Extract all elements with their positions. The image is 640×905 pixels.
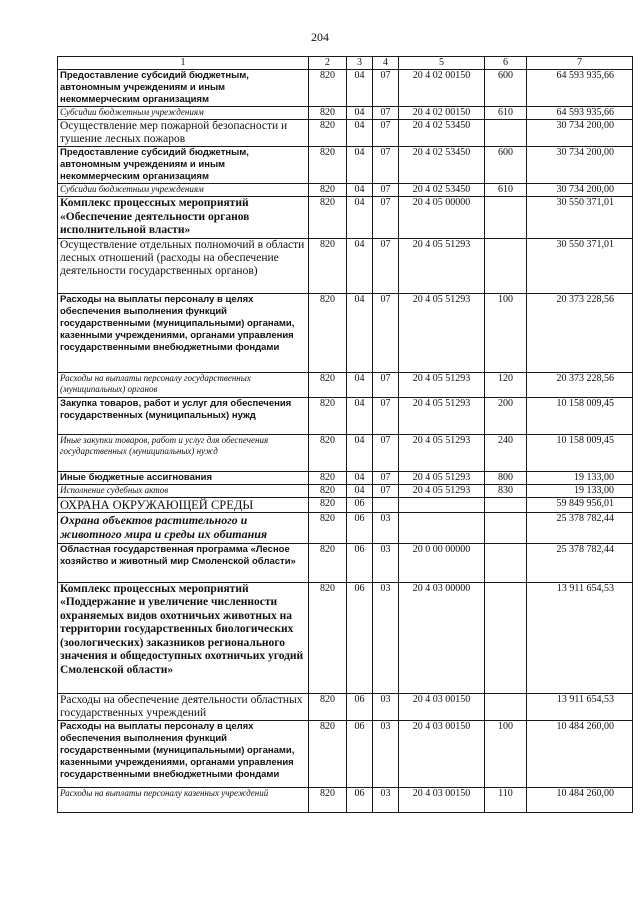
expense-type bbox=[485, 497, 527, 512]
admin-code: 820 bbox=[309, 720, 347, 787]
table-row bbox=[58, 582, 633, 693]
amount: 10 158 009,45 bbox=[527, 434, 633, 471]
subsection-code: 07 bbox=[373, 372, 399, 397]
section-code: 06 bbox=[347, 582, 373, 693]
admin-code: 820 bbox=[309, 120, 347, 147]
subsection-code: 07 bbox=[373, 184, 399, 197]
section-code: 06 bbox=[347, 693, 373, 720]
amount: 25 378 782,44 bbox=[527, 543, 633, 582]
header-cell: 5 bbox=[399, 57, 485, 70]
table-row bbox=[58, 497, 633, 512]
section-code: 04 bbox=[347, 397, 373, 434]
row-name: Областная государственная программа «Лесное хозяйство и животный мир Смоленской области» bbox=[58, 543, 309, 582]
subsection-code: 03 bbox=[373, 693, 399, 720]
expense-type bbox=[485, 543, 527, 582]
amount: 30 734 200,00 bbox=[527, 184, 633, 197]
target-article: 20 0 00 00000 bbox=[399, 543, 485, 582]
amount: 30 734 200,00 bbox=[527, 147, 633, 184]
header-row bbox=[58, 57, 633, 70]
subsection-code bbox=[373, 497, 399, 512]
section-code: 04 bbox=[347, 434, 373, 471]
admin-code: 820 bbox=[309, 434, 347, 471]
table-row bbox=[58, 120, 633, 147]
expense-type: 240 bbox=[485, 434, 527, 471]
section-code: 04 bbox=[347, 238, 373, 293]
table-row bbox=[58, 293, 633, 372]
admin-code: 820 bbox=[309, 147, 347, 184]
row-name: Субсидии бюджетным учреждениям bbox=[58, 184, 309, 197]
subsection-code: 07 bbox=[373, 107, 399, 120]
section-code: 04 bbox=[347, 120, 373, 147]
expense-type bbox=[485, 120, 527, 147]
target-article: 20 4 05 51293 bbox=[399, 434, 485, 471]
table-row bbox=[58, 434, 633, 471]
amount: 30 734 200,00 bbox=[527, 120, 633, 147]
expense-type: 610 bbox=[485, 184, 527, 197]
row-name: Осуществление мер пожарной безопасности и тушение лесных пожаров bbox=[58, 120, 309, 147]
expense-type: 200 bbox=[485, 397, 527, 434]
target-article: 20 4 05 51293 bbox=[399, 397, 485, 434]
expense-type: 610 bbox=[485, 107, 527, 120]
subsection-code: 03 bbox=[373, 543, 399, 582]
target-article: 20 4 05 51293 bbox=[399, 471, 485, 484]
table-row bbox=[58, 372, 633, 397]
row-name: Расходы на выплаты персоналу государственных (муниципальных) органов bbox=[58, 372, 309, 397]
amount: 19 133,00 bbox=[527, 471, 633, 484]
amount: 25 378 782,44 bbox=[527, 512, 633, 543]
section-code: 04 bbox=[347, 293, 373, 372]
row-name: Осуществление отдельных полномочий в области лесных отношений (расходы на обеспечение деятельности государственных органов) bbox=[58, 238, 309, 293]
section-code: 06 bbox=[347, 497, 373, 512]
expense-type: 600 bbox=[485, 70, 527, 107]
section-code: 04 bbox=[347, 107, 373, 120]
table-row bbox=[58, 397, 633, 434]
row-name: Расходы на обеспечение деятельности областных государственных учреждений bbox=[58, 693, 309, 720]
table-row bbox=[58, 107, 633, 120]
admin-code: 820 bbox=[309, 471, 347, 484]
budget-table bbox=[57, 56, 633, 813]
subsection-code: 07 bbox=[373, 293, 399, 372]
header-cell: 3 bbox=[347, 57, 373, 70]
expense-type bbox=[485, 238, 527, 293]
admin-code: 820 bbox=[309, 197, 347, 239]
target-article: 20 4 03 00150 bbox=[399, 720, 485, 787]
table-row bbox=[58, 238, 633, 293]
section-code: 06 bbox=[347, 512, 373, 543]
admin-code: 820 bbox=[309, 238, 347, 293]
admin-code: 820 bbox=[309, 484, 347, 497]
subsection-code: 07 bbox=[373, 197, 399, 239]
expense-type bbox=[485, 693, 527, 720]
admin-code: 820 bbox=[309, 693, 347, 720]
subsection-code: 07 bbox=[373, 120, 399, 147]
header-cell: 7 bbox=[527, 57, 633, 70]
section-code: 04 bbox=[347, 70, 373, 107]
table-body bbox=[58, 70, 633, 813]
row-name: Комплекс процессных мероприятий «Поддержание и увеличение численности охраняемых видов охотничьих животных на территории государственных биологических (зоологических) заказников регионального значения и общедоступных охотничьих угодий Смоленской области» bbox=[58, 582, 309, 693]
target-article: 20 4 05 51293 bbox=[399, 372, 485, 397]
page-number: 204 bbox=[311, 30, 329, 44]
amount: 30 550 371,01 bbox=[527, 238, 633, 293]
subsection-code: 07 bbox=[373, 147, 399, 184]
table-row bbox=[58, 484, 633, 497]
expense-type: 600 bbox=[485, 147, 527, 184]
amount: 19 133,00 bbox=[527, 484, 633, 497]
table-row bbox=[58, 197, 633, 239]
row-name: Исполнение судебных актов bbox=[58, 484, 309, 497]
subsection-code: 07 bbox=[373, 238, 399, 293]
row-name: Предоставление субсидий бюджетным, автономным учреждениям и иным некоммерческим организациям bbox=[58, 70, 309, 107]
subsection-code: 03 bbox=[373, 720, 399, 787]
amount: 13 911 654,53 bbox=[527, 582, 633, 693]
row-name: Охрана объектов растительного и животного мира и среды их обитания bbox=[58, 512, 309, 543]
amount: 20 373 228,56 bbox=[527, 293, 633, 372]
table-row bbox=[58, 693, 633, 720]
subsection-code: 07 bbox=[373, 471, 399, 484]
header-cell: 6 bbox=[485, 57, 527, 70]
subsection-code: 03 bbox=[373, 512, 399, 543]
expense-type: 100 bbox=[485, 720, 527, 787]
row-name: Закупка товаров, работ и услуг для обеспечения государственных (муниципальных) нужд bbox=[58, 397, 309, 434]
expense-type: 120 bbox=[485, 372, 527, 397]
table-row bbox=[58, 543, 633, 582]
expense-type bbox=[485, 582, 527, 693]
target-article: 20 4 05 51293 bbox=[399, 484, 485, 497]
subsection-code: 03 bbox=[373, 582, 399, 693]
header-cell: 4 bbox=[373, 57, 399, 70]
section-code: 06 bbox=[347, 720, 373, 787]
target-article: 20 4 02 00150 bbox=[399, 107, 485, 120]
target-article: 20 4 03 00150 bbox=[399, 787, 485, 812]
section-code: 06 bbox=[347, 787, 373, 812]
admin-code: 820 bbox=[309, 787, 347, 812]
expense-type: 100 bbox=[485, 293, 527, 372]
header-cell: 2 bbox=[309, 57, 347, 70]
target-article: 20 4 03 00150 bbox=[399, 693, 485, 720]
expense-type: 830 bbox=[485, 484, 527, 497]
section-code: 04 bbox=[347, 184, 373, 197]
amount: 64 593 935,66 bbox=[527, 107, 633, 120]
table-row bbox=[58, 512, 633, 543]
target-article: 20 4 05 00000 bbox=[399, 197, 485, 239]
row-name: Субсидии бюджетным учреждениям bbox=[58, 107, 309, 120]
section-code: 06 bbox=[347, 543, 373, 582]
section-code: 04 bbox=[347, 484, 373, 497]
expense-type: 110 bbox=[485, 787, 527, 812]
amount: 10 158 009,45 bbox=[527, 397, 633, 434]
subsection-code: 03 bbox=[373, 787, 399, 812]
target-article bbox=[399, 497, 485, 512]
subsection-code: 07 bbox=[373, 484, 399, 497]
admin-code: 820 bbox=[309, 497, 347, 512]
subsection-code: 07 bbox=[373, 70, 399, 107]
table-row bbox=[58, 720, 633, 787]
admin-code: 820 bbox=[309, 512, 347, 543]
table-row bbox=[58, 787, 633, 812]
subsection-code: 07 bbox=[373, 397, 399, 434]
admin-code: 820 bbox=[309, 582, 347, 693]
target-article bbox=[399, 512, 485, 543]
target-article: 20 4 05 51293 bbox=[399, 293, 485, 372]
row-name: Иные бюджетные ассигнования bbox=[58, 471, 309, 484]
target-article: 20 4 02 53450 bbox=[399, 120, 485, 147]
amount: 10 484 260,00 bbox=[527, 720, 633, 787]
admin-code: 820 bbox=[309, 543, 347, 582]
section-code: 04 bbox=[347, 372, 373, 397]
section-code: 04 bbox=[347, 147, 373, 184]
row-name: ОХРАНА ОКРУЖАЮЩЕЙ СРЕДЫ bbox=[58, 497, 309, 512]
admin-code: 820 bbox=[309, 107, 347, 120]
table-row bbox=[58, 147, 633, 184]
expense-type: 800 bbox=[485, 471, 527, 484]
row-name: Иные закупки товаров, работ и услуг для обеспечения государственных (муниципальных) нужд bbox=[58, 434, 309, 471]
admin-code: 820 bbox=[309, 293, 347, 372]
row-name: Предоставление субсидий бюджетным, автономным учреждениям и иным некоммерческим организациям bbox=[58, 147, 309, 184]
amount: 13 911 654,53 bbox=[527, 693, 633, 720]
amount: 30 550 371,01 bbox=[527, 197, 633, 239]
header-cell: 1 bbox=[58, 57, 309, 70]
section-code: 04 bbox=[347, 197, 373, 239]
section-code: 04 bbox=[347, 471, 373, 484]
admin-code: 820 bbox=[309, 184, 347, 197]
target-article: 20 4 02 53450 bbox=[399, 184, 485, 197]
admin-code: 820 bbox=[309, 397, 347, 434]
row-name: Расходы на выплаты персоналу в целях обеспечения выполнения функций государственными (муниципальными) органами, казенными учреждениями, органами управления государственными внебюджетными фондами bbox=[58, 720, 309, 787]
row-name: Комплекс процессных мероприятий «Обеспечение деятельности органов исполнительной власти» bbox=[58, 197, 309, 239]
target-article: 20 4 02 53450 bbox=[399, 147, 485, 184]
target-article: 20 4 03 00000 bbox=[399, 582, 485, 693]
amount: 10 484 260,00 bbox=[527, 787, 633, 812]
table-row bbox=[58, 70, 633, 107]
table-row bbox=[58, 184, 633, 197]
amount: 20 373 228,56 bbox=[527, 372, 633, 397]
expense-type bbox=[485, 512, 527, 543]
admin-code: 820 bbox=[309, 372, 347, 397]
amount: 59 849 956,01 bbox=[527, 497, 633, 512]
subsection-code: 07 bbox=[373, 434, 399, 471]
row-name: Расходы на выплаты персоналу в целях обеспечения выполнения функций государственными (муниципальными) органами, казенными учреждениями, органами управления государственными внебюджетными фондами bbox=[58, 293, 309, 372]
table-row bbox=[58, 471, 633, 484]
amount: 64 593 935,66 bbox=[527, 70, 633, 107]
target-article: 20 4 02 00150 bbox=[399, 70, 485, 107]
admin-code: 820 bbox=[309, 70, 347, 107]
expense-type bbox=[485, 197, 527, 239]
target-article: 20 4 05 51293 bbox=[399, 238, 485, 293]
row-name: Расходы на выплаты персоналу казенных учреждений bbox=[58, 787, 309, 812]
